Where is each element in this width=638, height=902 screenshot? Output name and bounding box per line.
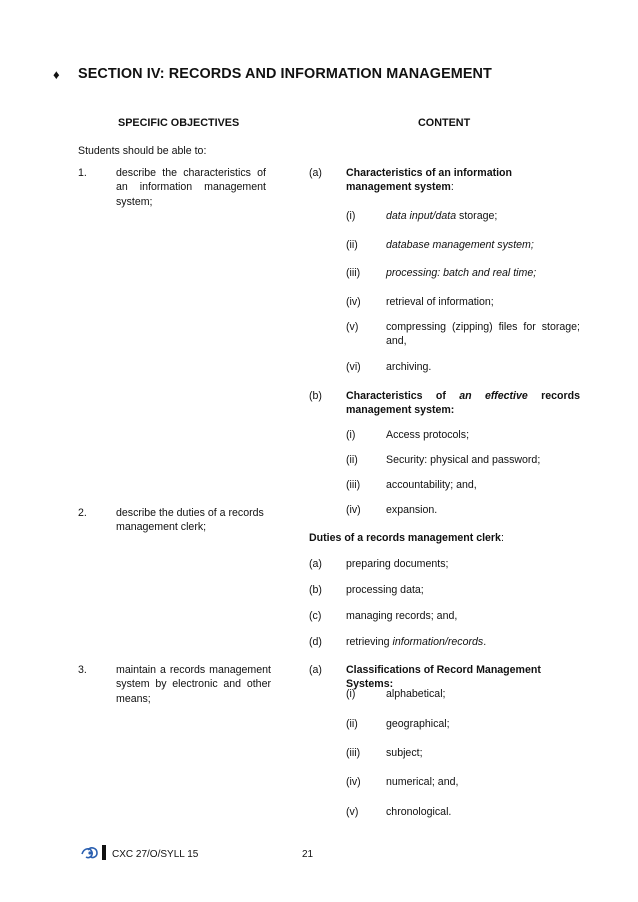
list-number: (i) bbox=[346, 210, 356, 222]
list-item: Security: physical and password; bbox=[386, 454, 541, 466]
list-item: chronological. bbox=[386, 806, 452, 818]
objective-number: 2. bbox=[78, 507, 87, 519]
content-label: (a) bbox=[309, 664, 322, 676]
objective-text: describe the duties of a records management clerk; bbox=[116, 507, 264, 534]
list-number: (ii) bbox=[346, 718, 358, 730]
list-number: (c) bbox=[309, 610, 322, 622]
list-item-rest: storage; bbox=[456, 210, 498, 222]
list-item: processing data; bbox=[346, 584, 424, 596]
heading-word: effective bbox=[484, 390, 528, 402]
list-item-italic: data input/data bbox=[386, 210, 457, 222]
section-bullet: ♦ bbox=[53, 67, 60, 82]
list-item: managing records; and, bbox=[346, 610, 458, 622]
list-item bbox=[386, 238, 534, 252]
list-item: Access protocols; bbox=[386, 429, 470, 441]
objective-text: maintain a records management system by electronic and other means; bbox=[116, 664, 271, 705]
cxc-logo-icon bbox=[80, 845, 100, 865]
list-number: (a) bbox=[309, 558, 322, 570]
list-number: (i) bbox=[346, 429, 356, 441]
objective-number: 3. bbox=[78, 664, 87, 676]
list-item: accountability; and, bbox=[386, 479, 477, 491]
duties-heading-bold: Duties of a records management clerk bbox=[309, 532, 501, 544]
intro-text: Students should be able to: bbox=[78, 145, 207, 157]
objectives-header: SPECIFIC OBJECTIVES bbox=[118, 117, 240, 129]
list-item: expansion. bbox=[386, 504, 438, 516]
objective-text: describe the characteristics of an information management system; bbox=[116, 167, 266, 208]
duties-heading-tail: : bbox=[500, 532, 504, 544]
content-heading: Classifications of Record Management Systems: bbox=[346, 664, 541, 691]
page-number: 21 bbox=[302, 849, 314, 860]
list-number: (iv) bbox=[346, 776, 361, 788]
heading-word: an bbox=[459, 390, 472, 402]
content-label: (a) bbox=[309, 167, 322, 179]
list-item: numerical; and, bbox=[386, 776, 459, 788]
list-number: (vi) bbox=[346, 361, 361, 373]
list-item-post: . bbox=[483, 636, 487, 648]
list-number: (iv) bbox=[346, 504, 361, 516]
list-item bbox=[346, 635, 486, 649]
content-header: CONTENT bbox=[418, 117, 471, 129]
content-heading-line bbox=[346, 389, 580, 403]
list-item: geographical; bbox=[386, 718, 450, 730]
list-number: (d) bbox=[309, 636, 322, 648]
list-number: (v) bbox=[346, 321, 359, 333]
list-number: (i) bbox=[346, 688, 356, 700]
list-number: (iii) bbox=[346, 479, 361, 491]
list-number: (ii) bbox=[346, 454, 358, 466]
list-number: (v) bbox=[346, 806, 359, 818]
list-item: alphabetical; bbox=[386, 688, 446, 700]
list-number: (iv) bbox=[346, 296, 361, 308]
heading-word: records bbox=[541, 390, 580, 402]
content-heading-tail: : bbox=[450, 181, 454, 194]
list-item: compressing (zipping) files for storage; and, bbox=[386, 321, 580, 348]
list-item: archiving. bbox=[386, 361, 432, 373]
list-item-italic: information/records bbox=[392, 636, 484, 648]
list-item: subject; bbox=[386, 747, 423, 759]
list-number: (iii) bbox=[346, 747, 361, 759]
list-item: retrieval of information; bbox=[386, 296, 494, 308]
list-item bbox=[386, 266, 536, 280]
list-item-pre: retrieving bbox=[346, 636, 393, 648]
content-heading bbox=[346, 166, 580, 195]
objective-number: 1. bbox=[78, 167, 87, 179]
content-heading-line: management system: bbox=[346, 404, 455, 417]
list-item-italic: processing: batch and real time; bbox=[386, 267, 537, 279]
list-number: (b) bbox=[309, 584, 322, 596]
section-title: SECTION IV: RECORDS AND INFORMATION MANAGEMENT bbox=[78, 66, 492, 82]
heading-word: Characteristics bbox=[346, 390, 423, 402]
content-heading bbox=[346, 389, 580, 418]
list-item: preparing documents; bbox=[346, 558, 449, 570]
content-label: (b) bbox=[309, 390, 322, 402]
duties-heading bbox=[309, 531, 504, 545]
content-heading-bold: Characteristics of an information management system bbox=[346, 167, 513, 194]
list-item-italic: database management system; bbox=[386, 239, 534, 251]
heading-word: of bbox=[435, 390, 446, 402]
list-item bbox=[386, 209, 497, 223]
list-number: (iii) bbox=[346, 267, 361, 279]
footer-divider bbox=[102, 845, 106, 860]
footer-code: CXC 27/O/SYLL 15 bbox=[112, 849, 199, 860]
list-number: (ii) bbox=[346, 239, 358, 251]
